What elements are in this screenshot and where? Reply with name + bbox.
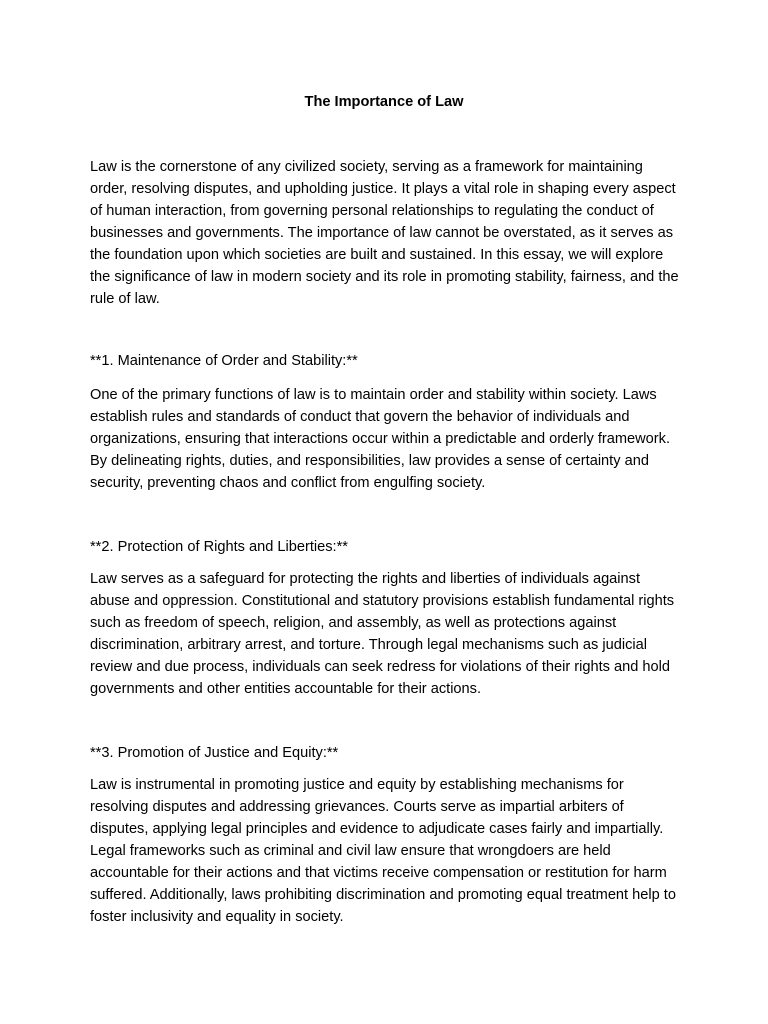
- section-2-heading: **2. Protection of Rights and Liberties:**: [90, 539, 348, 555]
- section-1-paragraph: One of the primary functions of law is to maintain order and stability within society. Laws establish rules and standards of conduct that govern the behavior of individuals and organizations, ensuring that interactions occur within a predictable and orderly framework. By delineating rights, duties, and responsibilities, law provides a sense of certainty and security, preventing chaos and conflict from engulfing society.: [90, 387, 670, 491]
- intro-paragraph: Law is the cornerstone of any civilized society, serving as a framework for maintaining order, resolving disputes, and upholding justice. It plays a vital role in shaping every aspect of human interaction, from governing personal relationships to regulating the conduct of businesses and governments. The importance of law cannot be overstated, as it serves as the foundation upon which societies are built and sustained. In this essay, we will explore the significance of law in modern society and its role in promoting stability, fairness, and the rule of law.: [90, 159, 679, 307]
- section-1-heading: **1. Maintenance of Order and Stability:**: [90, 353, 358, 369]
- section-2-paragraph: Law serves as a safeguard for protecting the rights and liberties of individuals against abuse and oppression. Constitutional and statutory provisions establish fundamental rights such as freedom of speech, religion, and assembly, as well as protections against discrimination, arbitrary arrest, and torture. Through legal mechanisms such as judicial review and due process, individuals can seek redress for violations of their rights and hold governments and other entities accountable for their actions.: [90, 571, 675, 697]
- section-3-paragraph: Law is instrumental in promoting justice and equity by establishing mechanisms for resolving disputes and addressing grievances. Courts serve as impartial arbiters of disputes, applying legal principles and evidence to adjudicate cases fairly and impartially. Legal frameworks such as criminal and civil law ensure that wrongdoers are held accountable for their actions and that victims receive compensation or restitution for harm suffered. Additionally, laws prohibiting discrimination and promoting equal treatment help to foster inclusivity and equality in society.: [90, 777, 676, 925]
- document-title: The Importance of Law: [304, 94, 464, 110]
- section-3-heading: **3. Promotion of Justice and Equity:**: [90, 745, 339, 761]
